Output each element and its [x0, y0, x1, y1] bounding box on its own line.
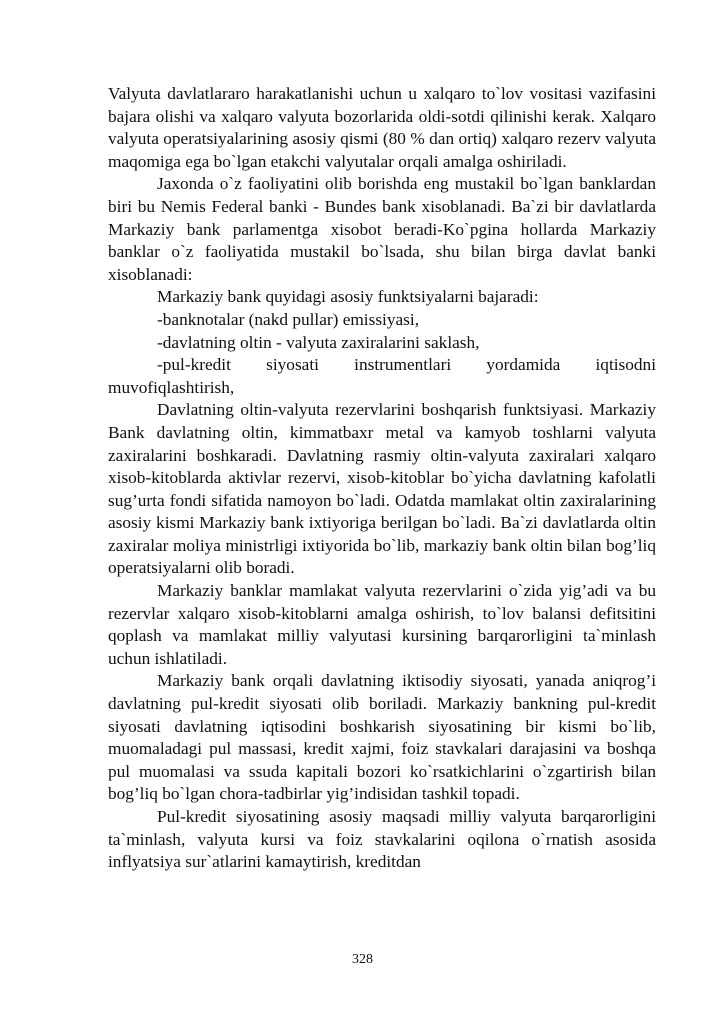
paragraph-6: Markaziy bank orqali davlatning iktisodiy siyosati, yanada aniqrog’i davlatning pul-kredit siyosati olib boriladi. Markaziy bankning pul-kredit siyosati davlatning iqtisodini boshkarish siyosatining bir kismi bo`lib, muomaladagi pul massasi, kredit xajmi, foiz stavkalari darajasini va boshqa pul muomalasi va ssuda kapitali bozori ko`rsatkichlarini o`zgartirish bilan bog’liq bo`lgan chora-tadbirlar yig’indisidan tashkil topadi.	[108, 671, 656, 804]
paragraph-7: Pul-kredit siyosatining asosiy maqsadi milliy valyuta barqarorligini ta`minlash, valyuta kursi va foiz stavkalarini oqilona o`rnatish asosida inflyatsiya sur`atlarini kamaytirish, kreditdan	[108, 807, 656, 872]
page-number: 328	[352, 952, 373, 967]
paragraph-1: Valyuta davlatlararo harakatlanishi uchun u xalqaro to`lov vositasi vazifasini bajara olishi va xalqaro valyuta bozorlarida oldi-sotdi qilinishi kerak. Xalqaro valyuta operatsiyalarining asosiy qismi (80 % dan ortiq) xalqaro rezerv valyuta maqomiga ega bo`lgan etakchi valyutalar orqali amalga oshiriladi.	[108, 84, 656, 171]
paragraph-3: Markaziy bank quyidagi asosiy funktsiyalarni bajaradi:	[157, 287, 539, 307]
document-page	[108, 83, 656, 874]
paragraph-4: Davlatning oltin-valyuta rezervlarini boshqarish funktsiyasi. Markaziy Bank davlatning oltin, kimmatbaxr metal va kamyob toshlarni valyuta zaxiralarini boshkaradi. Davlatning rasmiy oltin-valyuta zaxiralari xalqaro xisob-kitoblarda aktivlar rezervi, xisob-kitoblar bo`yicha davlatning kafolatli sug’urta fondi sifatida namoyon bo`ladi. Odatda mamlakat oltin zaxiralarining asosiy kismi Markaziy bank ixtiyoriga berilgan bo`ladi. Ba`zi davlatlarda oltin zaxiralar moliya ministrligi ixtiyorida bo`lib, markaziy bank oltin bilan bog’liq operatsiyalarni olib boradi.	[108, 400, 656, 578]
paragraph-5: Markaziy banklar mamlakat valyuta rezervlarini o`zida yig’adi va bu rezervlar xalqaro xisob-kitoblarni amalga oshirish, to`lov balansi defitsitini qoplash va mamlakat milliy valyutasi kursining barqarorligini ta`minlash uchun ishlatiladi.	[108, 581, 656, 668]
list-item-1: -banknotalar (nakd pullar) emissiyasi,	[157, 309, 420, 329]
list-item-3: -pul-kredit siyosati instrumentlari yordamida iqtisodni muvofiqlashtirish,	[108, 355, 656, 397]
paragraph-2: Jaxonda o`z faoliyatini olib borishda eng mustakil bo`lgan banklardan biri bu Nemis Federal banki - Bundes bank xisoblanadi. Ba`zi bir davlatlarda Markaziy bank parlamentga xisobot beradi-Ko`pgina hollarda Markaziy banklar o`z faoliyatida mustakil bo`lsada, shu bilan birga davlat banki xisoblanadi:	[108, 174, 656, 284]
list-item-2: -davlatning oltin - valyuta zaxiralarini saklash,	[157, 332, 480, 352]
